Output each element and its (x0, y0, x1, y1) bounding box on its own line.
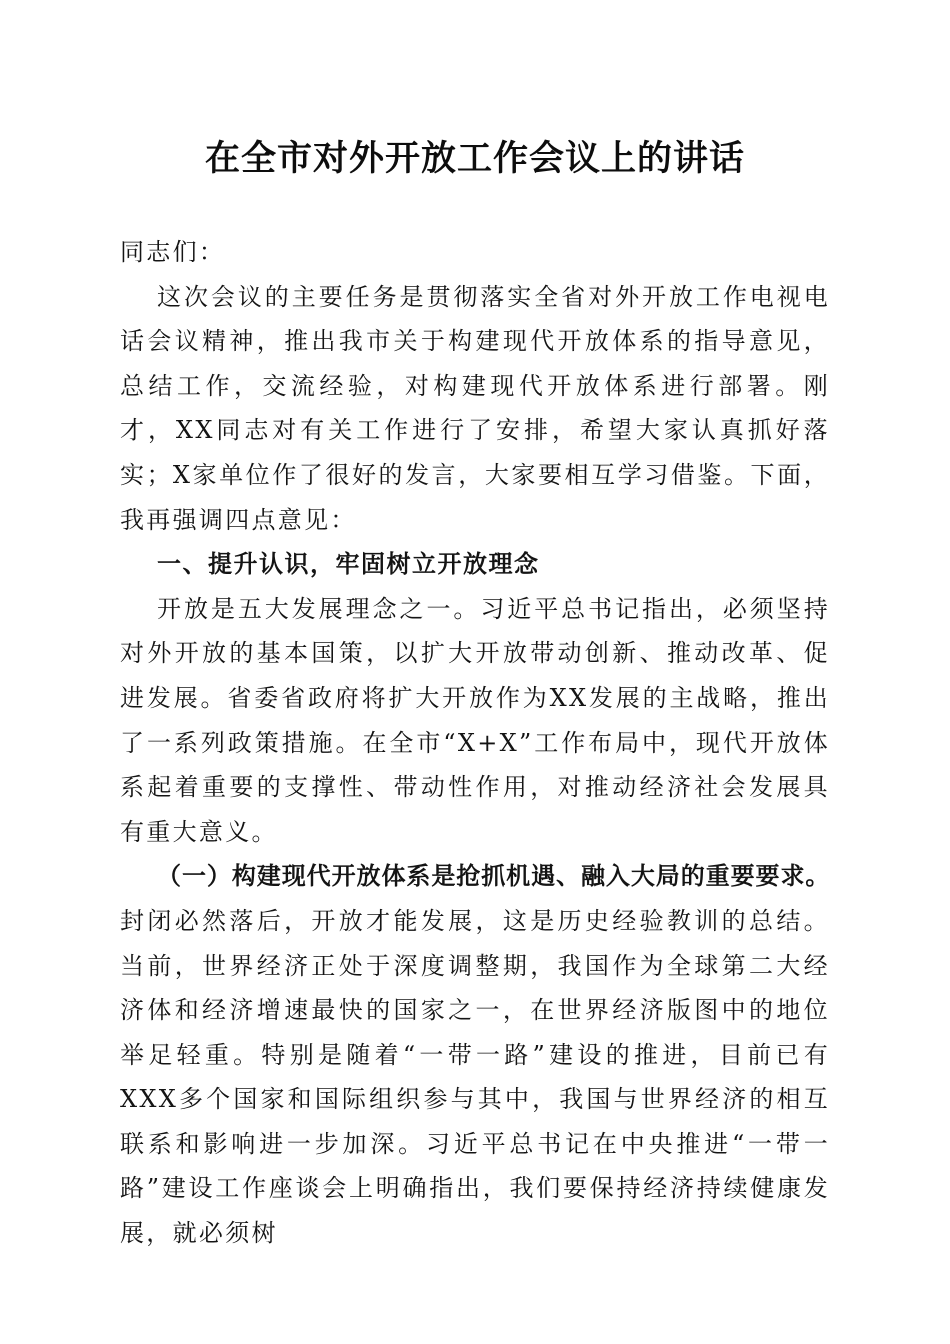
section-one-paragraph: 开放是五大发展理念之一。习近平总书记指出，必须坚持对外开放的基本国策，以扩大开放带动创新、推动改革、促进发展。省委省政府将扩大开放作为XX发展的主战略，推出了一系列政策措施。在全市“X+X”工作布局中，现代开放体系起着重要的支撑性、带动性作用，对推动经济社会发展具有重大意义。 (120, 594, 830, 846)
subsection-one-paragraph (120, 854, 830, 1255)
document-title: 在全市对外开放工作会议上的讲话 (204, 138, 745, 179)
salutation: 同志们： (120, 238, 226, 266)
subsection-one-heading: （一）构建现代开放体系是抢抓机遇、融入大局的重要要求。 (157, 862, 830, 891)
subsection-one-body: 封闭必然落后，开放才能发展，这是历史经验教训的总结。当前，世界经济正处于深度调整期，我国作为全球第二大经济体和经济增速最快的国家之一，在世界经济版图中的地位举足轻重。特别是随着“一带一路”建设的推进，目前已有XXX多个国家和国际组织参与其中，我国与世界经济的相互联系和影响进一步加深。习近平总书记在中央推进“一带一路”建设工作座谈会上明确指出，我们要保持经济持续健康发展，就必须树 (120, 906, 830, 1248)
section-one-heading: 一、提升认识，牢固树立开放理念 (157, 550, 540, 579)
document-body (120, 230, 830, 1256)
intro-paragraph: 这次会议的主要任务是贯彻落实全省对外开放工作电视电话会议精神，推出我市关于构建现代开放体系的指导意见，总结工作，交流经验，对构建现代开放体系进行部署。刚才，XX同志对有关工作进行了安排，希望大家认真抓好落实；X家单位作了很好的发言，大家要相互学习借鉴。下面，我再强调四点意见： (120, 282, 830, 534)
